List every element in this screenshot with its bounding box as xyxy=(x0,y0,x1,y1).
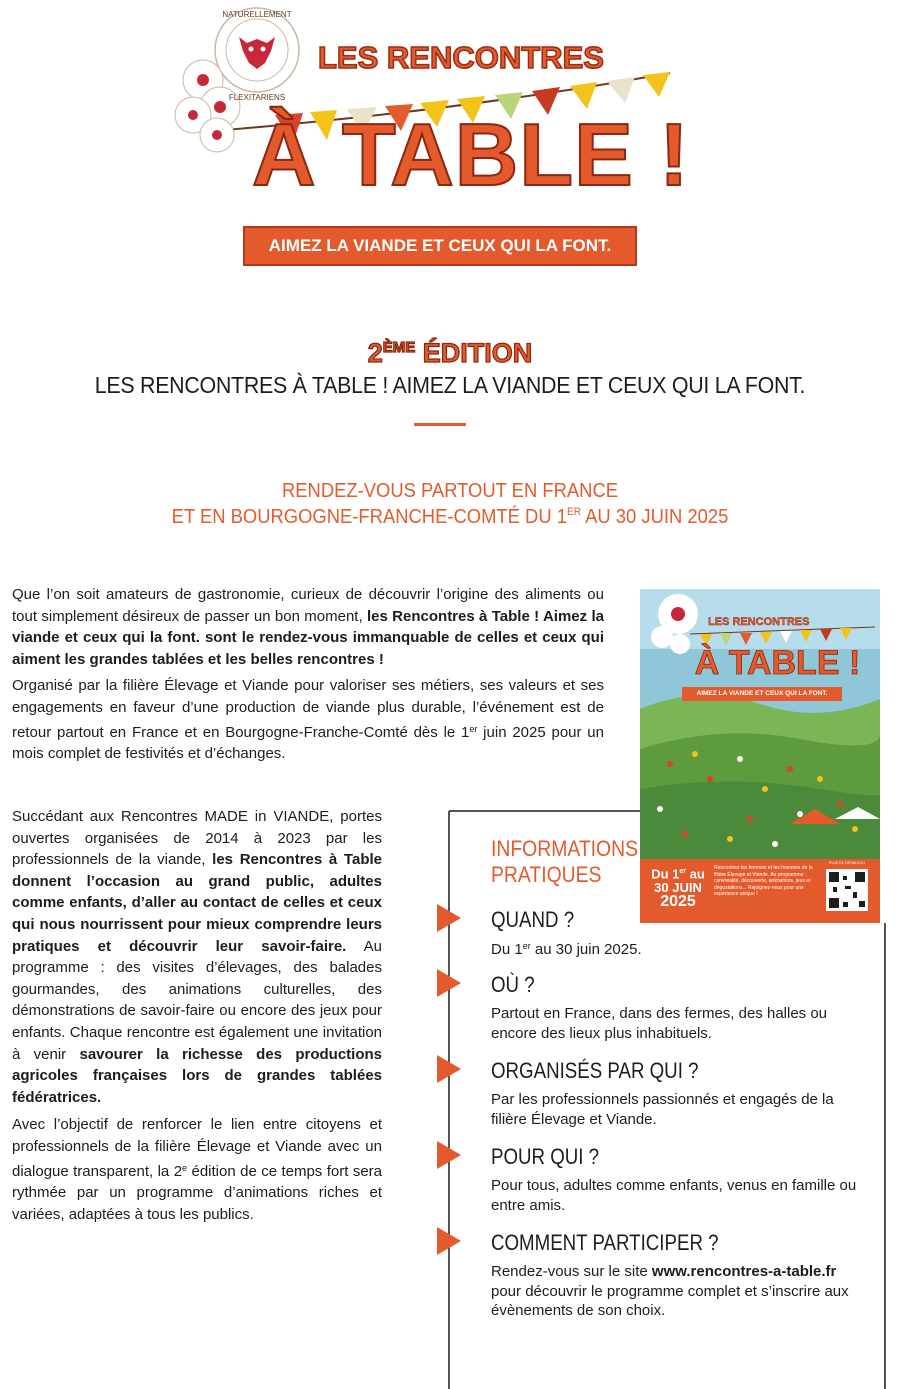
arrow-icon xyxy=(437,904,461,932)
arrow-icon xyxy=(437,1141,461,1169)
event-poster xyxy=(640,589,880,923)
left-p2-text: Avec l’objectif de renforcer le lien entre citoyens et professionnels de la filière Élevage et Viande avec un dialogue transparent, la 2 xyxy=(12,1116,382,1180)
info-organizer-text: Par les professionnels passionnés et engagés de la filière Élevage et Viande. xyxy=(491,1091,834,1128)
info-organizer-heading: ORGANISÉS PAR QUI ? xyxy=(491,1058,699,1083)
rdv-line-2-sup: ER xyxy=(566,506,582,518)
left-paragraph-2 xyxy=(12,1114,382,1225)
intro-p1-bold: les Rencontres à Table ! Aimez la viande et ceux qui la font. sont le rendez-vous immanquable de celles et ceux qui aiment les grandes tablées et les belles rencontres ! xyxy=(12,607,604,668)
left-p1-bold-2: savourer la richesse des productions agricoles françaises lors de grandes tablées fédératrices. xyxy=(12,1045,382,1106)
badge-text: NATURELLEMENT xyxy=(222,10,292,19)
rdv-line-2-part-2: AU 30 JUIN 2025 xyxy=(581,506,729,528)
edition-heading xyxy=(0,338,900,369)
poster-body-text: Rencontrez les femmes et les hommes de la filière Élevage et Viande. Au programme : convivialité, découverte, animations, jeux et dégustations... Rejoignez-nous pour une expérience unique ! xyxy=(714,865,813,897)
badge-text: FLEXITARIENS xyxy=(228,93,286,102)
poster-date-year: 2025 xyxy=(660,893,696,911)
info-audience-text: Pour tous, adultes comme enfants, venus en famille ou entre amis. xyxy=(491,1177,857,1214)
poster-date-sup: er xyxy=(679,868,686,875)
logo-title-big: À TABLE ! xyxy=(252,105,690,204)
info-when-heading: QUAND ? xyxy=(491,907,575,932)
info-participate-heading: COMMENT PARTICIPER ? xyxy=(491,1230,719,1255)
logo-tagline-banner: AIMEZ LA VIANDE ET CEUX QUI LA FONT. xyxy=(243,226,637,266)
info-when-text xyxy=(491,937,871,960)
poster-date-part: Du 1 xyxy=(651,866,680,882)
flexitarian-badge-large xyxy=(215,8,299,92)
poster-date-part: au xyxy=(686,866,705,882)
qr-code-icon xyxy=(826,869,868,911)
edition-number: 2 xyxy=(367,338,383,368)
info-title xyxy=(491,836,638,888)
info-participate-text-b: pour découvrir le programme complet et s’inscrire aux évènements de son choix. xyxy=(491,1282,849,1319)
info-participate-text-a: Rendez-vous sur le site xyxy=(491,1263,652,1280)
website-link[interactable]: www.rencontres-a-table.fr xyxy=(651,1263,837,1280)
bunting-flag xyxy=(607,77,635,103)
edition-word: ÉDITION xyxy=(422,338,533,368)
intro-p2-sup: er xyxy=(469,723,478,734)
info-participate-text xyxy=(491,1262,851,1321)
intro-p2-text-end: juin 2025 pour un mois complet de festivités et d’échanges. xyxy=(12,723,604,763)
info-when-text-a: Du 1 xyxy=(491,941,523,958)
bunting-flag xyxy=(643,72,670,97)
poster-title-line1: LES RENCONTRES xyxy=(708,616,810,628)
intro-text xyxy=(12,584,604,765)
edition-suffix: ÈME xyxy=(382,339,416,356)
divider xyxy=(414,423,466,426)
arrow-icon xyxy=(437,969,461,997)
page-subtitle: LES RENCONTRES À TABLE ! AIMEZ LA VIANDE ET CEUX QUI LA FONT. xyxy=(94,372,806,398)
poster-tagline: AIMEZ LA VIANDE ET CEUX QUI LA FONT. xyxy=(682,687,842,701)
poster-dates xyxy=(648,865,708,909)
poster-qr-label: PLUS DE DÉTAILS ICI xyxy=(829,861,865,865)
intro-paragraph-2 xyxy=(12,675,604,764)
left-column-text xyxy=(12,806,382,1225)
logo-title-line1: LES RENCONTRES xyxy=(318,40,604,75)
rdv-line-2-part-1: ET EN BOURGOGNE-FRANCHE-COMTÉ DU 1 xyxy=(171,506,567,528)
intro-paragraph-1 xyxy=(12,584,604,670)
info-audience-heading: POUR QUI ? xyxy=(491,1144,600,1169)
left-p1-text: Succédant aux Rencontres MADE in VIANDE, portes ouvertes organisées de 2014 à 2023 par les professionnels de la viande, xyxy=(12,808,382,869)
rdv-line-2 xyxy=(36,506,864,529)
left-p2-sup: e xyxy=(182,1162,188,1173)
arrow-icon xyxy=(437,1055,461,1083)
info-when-text-b: au 30 juin 2025. xyxy=(530,941,642,958)
info-where-text: Partout en France, dans des fermes, des halles ou encore des lieux plus inhabituels. xyxy=(491,1005,828,1042)
poster-date-month: 30 JUIN xyxy=(654,880,702,896)
arrow-icon xyxy=(437,1227,461,1255)
info-title-line1: INFORMATIONS xyxy=(491,836,638,861)
info-when-sup: er xyxy=(522,941,531,951)
poster-title-big: À TABLE ! xyxy=(694,644,861,682)
info-title-line2: PRATIQUES xyxy=(491,862,602,887)
left-p1-bold: les Rencontres à Table donnent l’occasion au grand public, adultes comme enfants, d’aller au contact de celles et ceux qui nous nourrissent pour mieux comprendre leurs pratiques et découvrir leur savoir-faire. xyxy=(12,851,382,955)
intro-p1-text: Que l’on soit amateurs de gastronomie, curieux de découvrir l’origine des aliments ou tout simplement désireux de passer un bon moment, xyxy=(12,586,604,625)
intro-p2-text: Organisé par la filière Élevage et Viande pour valoriser ses métiers, ses valeurs et ses engagements en faveur d’une production de viande plus durable, l’événement est de retour partout en France et en Bourgogne-Franche-Comté dès le 1 xyxy=(12,677,604,741)
rdv-line-1: RENDEZ-VOUS PARTOUT EN FRANCE xyxy=(281,480,619,502)
left-p2-text-end: édition de ce temps fort sera rythmée par un programme d’animations riches et variées, adaptées à tous les publics. xyxy=(12,1162,382,1223)
left-p1-text-2: Au programme : des visites d’élevages, des balades gourmandes, des animations culturelles, des démonstrations de savoir-faire ou encore des jeux pour enfants. Chaque rencontre est également une invitation à venir xyxy=(12,937,383,1063)
info-where-heading: OÙ ? xyxy=(491,972,535,997)
left-paragraph-1 xyxy=(12,806,382,1108)
